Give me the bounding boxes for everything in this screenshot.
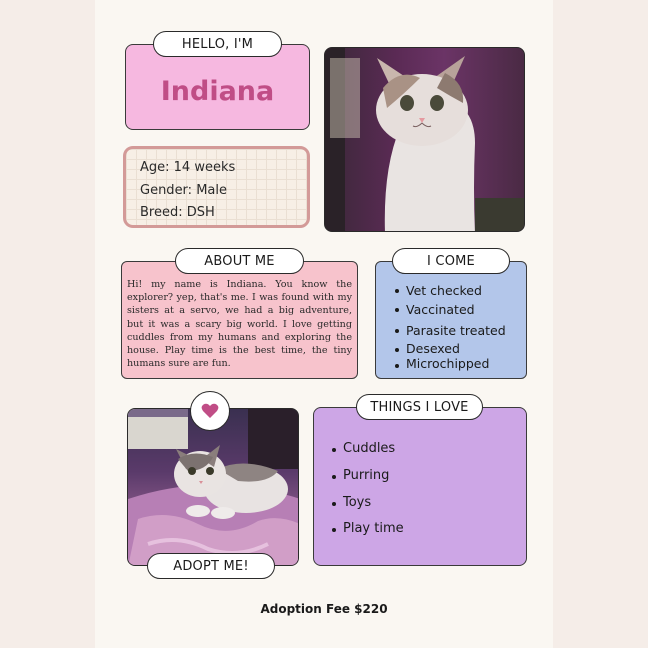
adoption-fee: Adoption Fee $220 (260, 602, 388, 616)
list-item: Purring (343, 468, 526, 495)
heart-badge (190, 391, 230, 431)
love-card (313, 407, 527, 566)
about-card (121, 261, 358, 379)
list-item: Cuddles (343, 441, 526, 468)
info-card (123, 146, 310, 228)
about-pill: ABOUT ME (175, 248, 304, 274)
list-item: Play time (343, 521, 526, 548)
age-text: Age: 14 weeks (140, 160, 236, 175)
breed-text: Breed: DSH (140, 205, 215, 220)
list-item: Vet checked (406, 282, 526, 301)
list-item: Microchipped (406, 357, 526, 371)
come-card (375, 261, 527, 379)
list-item: Desexed (406, 341, 526, 357)
list-item: Vaccinated (406, 301, 526, 320)
kitten-photo-lying (127, 408, 299, 566)
list-item: Toys (343, 495, 526, 521)
about-text: Hi! my name is Indiana. You know the explorer? yep, that's me. I was found with my sisters at a servo, we had a big adventure, but it was a scary big world. I love getting cuddles from my humans and exploring the house. Play time is the best time, the tiny humans sure are fun. (127, 279, 352, 370)
greeting-pill: HELLO, I'M (153, 31, 282, 57)
pet-name: Indiana (160, 75, 275, 107)
kitten-photo-closeup (324, 47, 525, 232)
list-item: Parasite treated (406, 322, 526, 341)
heart-icon (201, 403, 219, 419)
adopt-button[interactable]: ADOPT ME! (147, 553, 275, 579)
come-pill: I COME (392, 248, 510, 274)
love-pill: THINGS I LOVE (356, 394, 483, 420)
gender-text: Gender: Male (140, 182, 227, 198)
